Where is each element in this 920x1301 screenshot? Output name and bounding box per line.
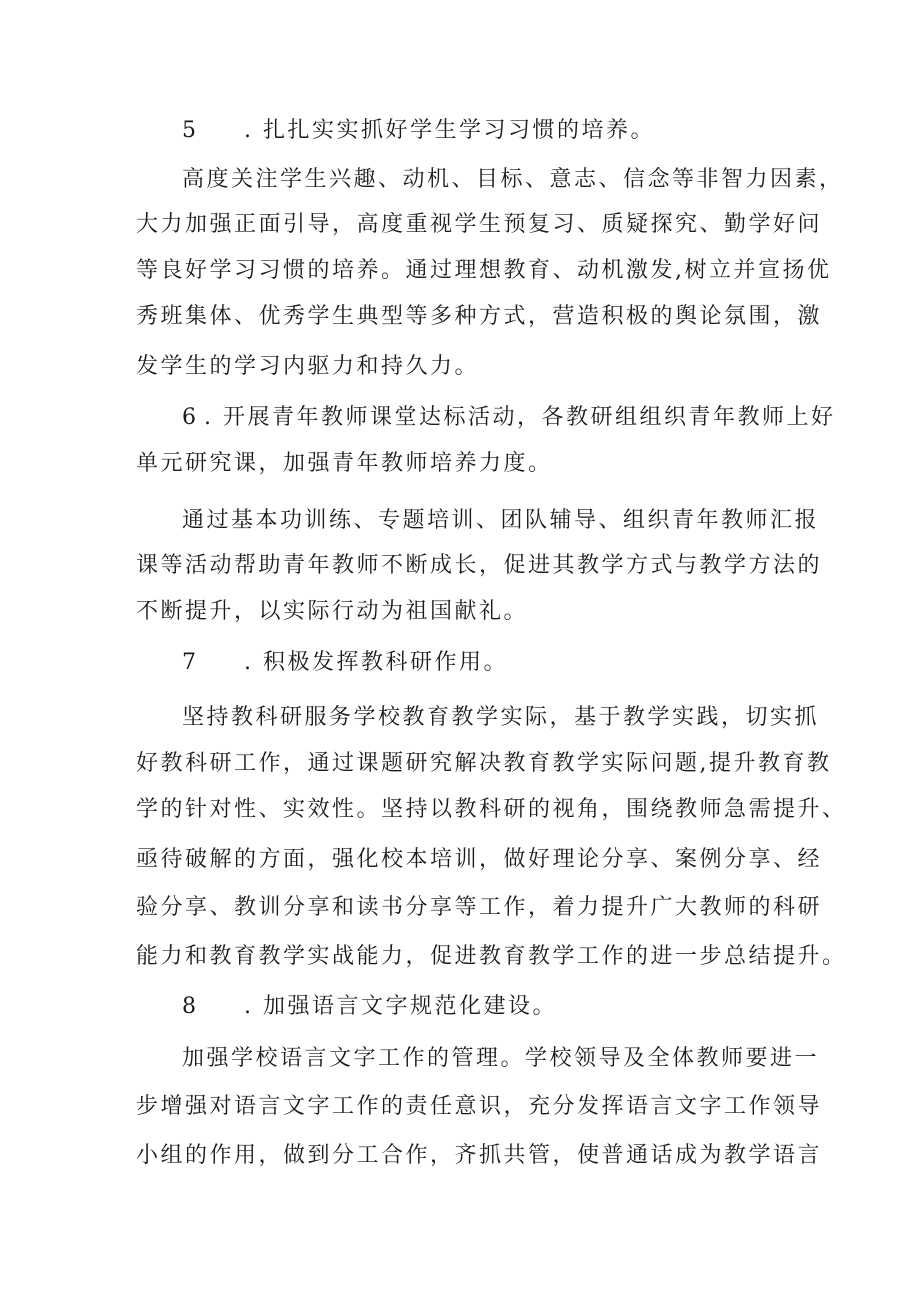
paragraph-line: 好教科研工作，通过课题研究解决教育教学实际问题,提升教育教	[136, 751, 832, 776]
section-number: 5	[182, 118, 199, 143]
section-5-heading	[182, 116, 655, 146]
section-number: 8	[182, 994, 199, 1019]
paragraph-line: 小组的作用，做到分工合作，齐抓共管，使普通话成为教学语言	[136, 1143, 823, 1168]
paragraph-line: 秀班集体、优秀学生典型等多种方式，营造积极的舆论氛围，激	[136, 304, 823, 329]
section-title: . 积极发挥教科研作用。	[244, 650, 508, 675]
paragraph-line: 验分享、教训分享和读书分享等工作，着力提升广大教师的科研	[136, 895, 823, 920]
section-title: . 扎扎实实抓好学生学习习惯的培养。	[244, 118, 655, 143]
paragraph-line: 等良好学习习惯的培养。通过理想教育、动机激发,树立并宣扬优	[136, 258, 832, 283]
paragraph-line: 学的针对性、实效性。坚持以教科研的视角，围绕教师急需提升、	[136, 797, 847, 822]
section-title-continued: 单元研究课，加强青年教师培养力度。	[136, 451, 553, 476]
section-number: 6	[182, 405, 199, 430]
paragraph-line: 高度关注学生兴趣、动机、目标、意志、信念等非智力因素，	[182, 167, 844, 192]
paragraph-line: 课等活动帮助青年教师不断成长，促进其教学方式与教学方法的	[136, 553, 823, 578]
paragraph-line: 大力加强正面引导，高度重视学生预复习、质疑探究、勤学好问	[136, 212, 823, 237]
section-8-heading	[182, 992, 557, 1022]
paragraph-line: 步增强对语言文字工作的责任意识，充分发挥语言文字工作领导	[136, 1094, 823, 1119]
paragraph-line: 不断提升，以实际行动为祖国献礼。	[136, 599, 529, 624]
paragraph-line: 能力和教育教学实战能力，促进教育教学工作的进一步总结提升。	[136, 944, 847, 969]
paragraph-line: 坚持教科研服务学校教育教学实际，基于教学实践，切实抓	[182, 705, 820, 730]
section-6-heading	[182, 403, 836, 433]
section-number: 7	[182, 650, 199, 675]
paragraph-line: 发学生的学习内驱力和持久力。	[136, 354, 480, 379]
paragraph-line: 亟待破解的方面，强化校本培训，做好理论分享、案例分享、经	[136, 847, 823, 872]
section-7-heading	[182, 648, 508, 678]
section-title: . 加强语言文字规范化建设。	[244, 994, 557, 1019]
section-title: . 开展青年教师课堂达标活动，各教研组组织青年教师上好	[204, 405, 836, 430]
paragraph-line: 通过基本功训练、专题培训、团队辅导、组织青年教师汇报	[182, 508, 820, 533]
paragraph-line: 加强学校语言文字工作的管理。学校领导及全体教师要进一	[182, 1046, 820, 1071]
